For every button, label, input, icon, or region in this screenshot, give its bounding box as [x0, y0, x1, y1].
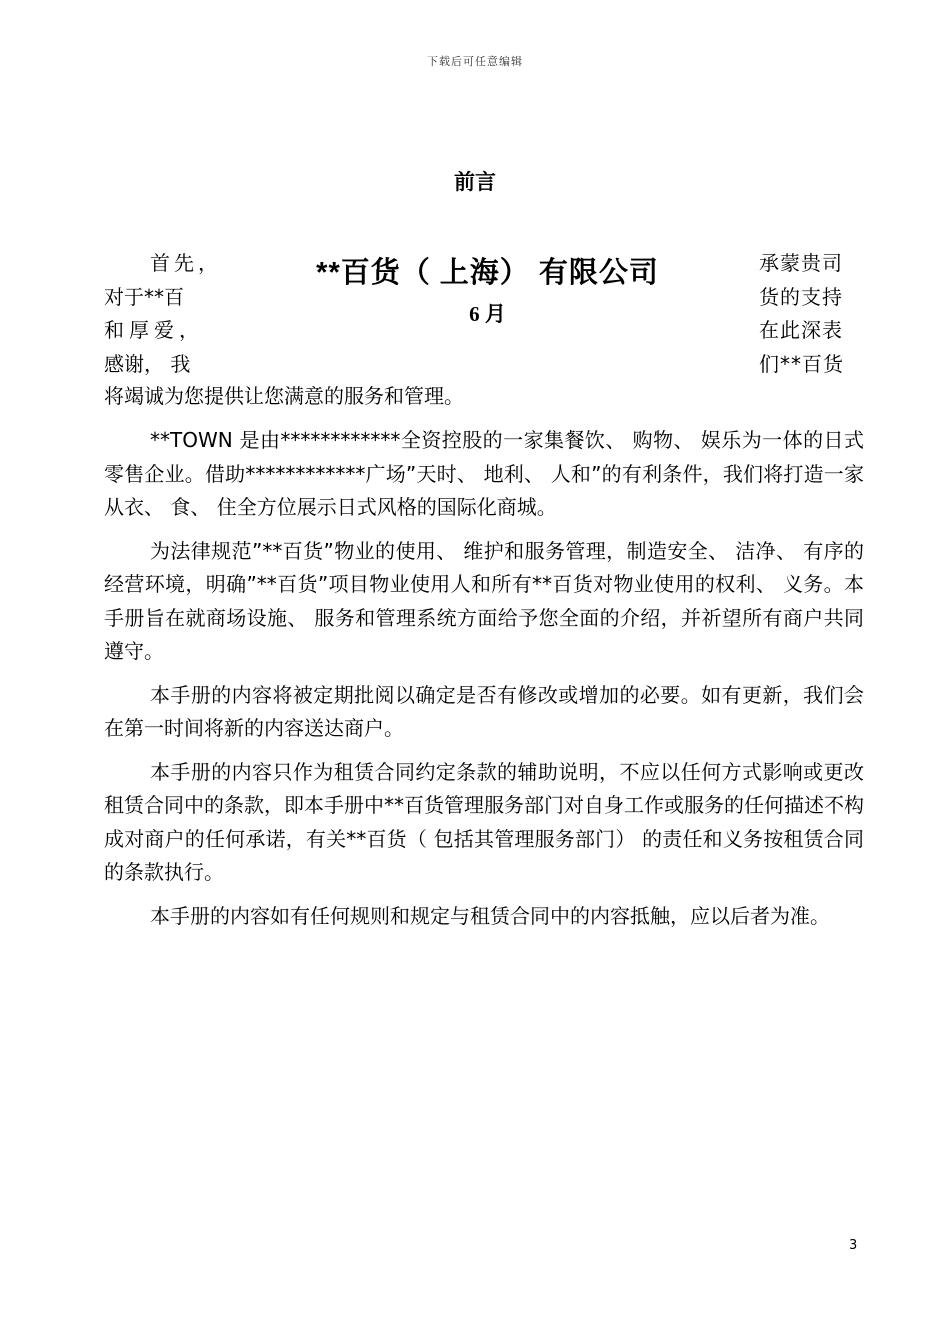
intro-right-line: 们**百货: [759, 351, 844, 376]
paragraph: **TOWN 是由************全资控股的一家集餐饮、 购物、 娱乐为一体的日式零售企业。借助************广场”天时、 地利、 人和”的有利条件，我们将打造一家从衣、 食、 住全方位展示日式风格的国际化商城。: [104, 428, 864, 519]
intro-right-line: 承蒙贵司: [759, 251, 843, 275]
intro-tail-line: 将竭诚为您提供让您满意的服务和管理。: [104, 384, 464, 408]
paragraph: 本手册的内容只作为租赁合同约定条款的辅助说明，不应以任何方式影响或更改租赁合同中的条款，即本手册中**百货管理服务部门对自身工作或服务的任何描述不构成对商户的任何承诺，有关**百货（ 包括其管理服务部门） 的责任和义务按租赁合同的条款执行。: [104, 759, 864, 884]
page-title: 前言: [454, 170, 496, 194]
intro-right-line: 货的支持: [759, 284, 843, 309]
page-number: 3: [849, 1238, 858, 1253]
intro-left-line: 和厚爱，: [104, 318, 204, 342]
intro-left-line: 对于**百: [104, 284, 184, 309]
company-name: **百货（ 上海） 有限公司: [316, 257, 659, 289]
intro-right-line: 在此深表: [759, 318, 843, 342]
paragraph: 为法律规范”**百货”物业的使用、 维护和服务管理，制造安全、 洁净、 有序的经营环境，明确”**百货”项目物业使用人和所有**百货对物业使用的权利、 义务。本手册旨在就商场设施、 服务和管理系统方面给予您全面的介绍，并祈望所有商户共同遵守。: [104, 538, 864, 663]
paragraph: 本手册的内容如有任何规则和规定与租赁合同中的内容抵触，应以后者为准。: [150, 903, 830, 928]
intro-left-line: 感谢， 我: [104, 351, 191, 376]
body-text: [104, 424, 864, 943]
cover-date: 6 月: [469, 302, 506, 326]
paragraph: 本手册的内容将被定期批阅以确定是否有修改或增加的必要。如有更新，我们会在第一时间将新的内容送达商户。: [104, 682, 864, 740]
intro-left-line: 首先，: [150, 251, 222, 275]
header-note: 下载后可任意编辑: [427, 55, 523, 68]
